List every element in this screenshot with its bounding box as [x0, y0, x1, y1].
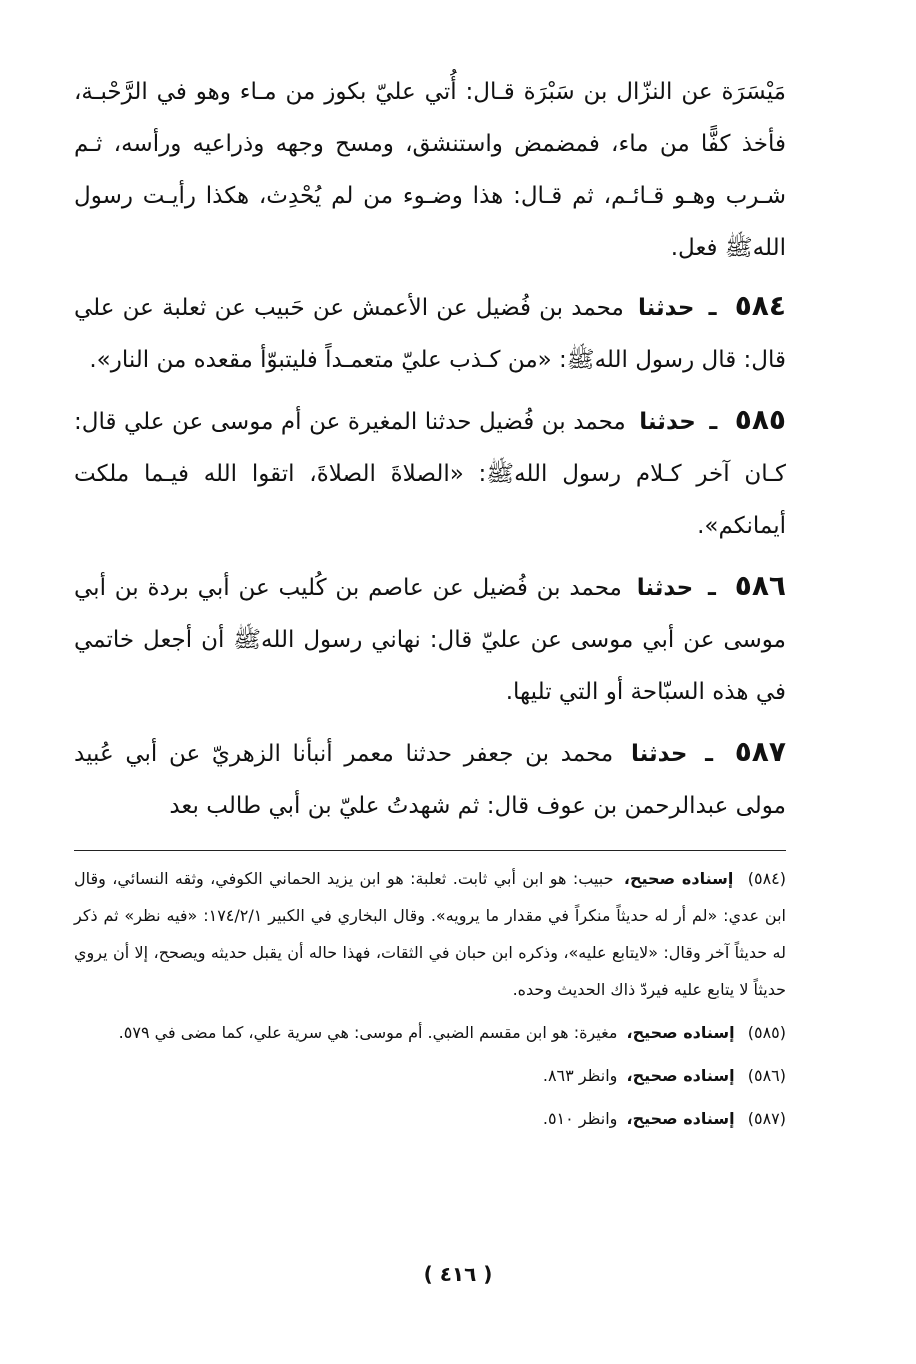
footnote-text: وانظر ٨٦٣.	[542, 1066, 618, 1085]
footnote-585	[74, 1014, 786, 1051]
hadith-585	[74, 394, 786, 552]
main-text	[74, 66, 786, 840]
footnote-text: حبيب: هو ابن أبي ثابت. ثعلبة: هو ابن يزيد الحماني الكوفي، وثقه النسائي، وقال ابن عدي: «لم أر له حديثاً منكراً في مقدار ما يرويه». وقال البخاري في الكبير ١٧٤/٢/١: «فيه نظر» ثم ذكر له حديثاً آخر وقال: «لايتابع عليه»، وذكره ابن حبان في الثقات، فهذا حاله أن يقبل حديثه ويصحح، إلا أن يروي حديثاً لا يتابع عليه فيردّ ذاك الحديث وحده.	[74, 869, 786, 999]
hadith-dash: ـ	[708, 575, 716, 601]
hadith-587	[74, 726, 786, 832]
hadith-text: محمد بن فُضيل عن الأعمش عن حَبيب عن ثعلبة عن علي قال: قال رسول اللهﷺ: «من كـذب عليّ متعمـداً فليتبوّأ مقعده من النار».	[74, 295, 786, 373]
footnote-584	[74, 860, 786, 1008]
footnotes	[74, 860, 786, 1143]
hadith-opening: حدثنا	[636, 575, 694, 601]
hadith-text: محمد بن جعفر حدثنا معمر أنبأنا الزهريّ عن أبي عُبيد مولى عبدالرحمن بن عوف قال: ثم شهدتُ عليّ بن أبي طالب بعد	[74, 741, 786, 819]
hadith-dash: ـ	[709, 409, 718, 435]
footnote-grading: إسناده صحيح،	[623, 869, 734, 888]
hadith-text: محمد بن فُضيل عن عاصم بن كُليب عن أبي بردة بن أبي موسى عن أبي موسى عن عليّ قال: نهاني رسول اللهﷺ أن أجعل خاتمي في هذه السبّاحة أو التي تليها.	[74, 575, 786, 705]
footnote-number: (٥٨٥)	[747, 1023, 786, 1042]
hadith-number: ٥٨٥	[734, 403, 787, 436]
hadith-number: ٥٨٧	[734, 735, 786, 768]
footnote-grading: إسناده صحيح،	[626, 1109, 735, 1128]
hadith-586	[74, 560, 786, 718]
hadith-584	[74, 280, 786, 386]
footnote-text: مغيرة: هو ابن مقسم الضبي. أم موسى: هي سرية علي، كما مضى في ٥٧٩.	[118, 1023, 618, 1042]
footnote-text: وانظر ٥١٠.	[542, 1109, 618, 1128]
footnote-587	[74, 1100, 786, 1137]
continuation-paragraph: مَيْسَرَة عن النزّال بن سَبْرَة قـال: أُتي عليّ بكوز من مـاء وهو في الرَّحْبـة، فأخذ كفًّا من ماء، فمضمض واستنشق، ومسح وجهه وذراعيه ورأسه، ثـم شـرب وهـو قـائـم، ثم قـال: هذا وضـوء من لم يُحْدِث، هكذا رأيـت رسول اللهﷺ فعل.	[74, 79, 786, 261]
footnote-number: (٥٨٧)	[747, 1109, 786, 1128]
hadith-opening: حدثنا	[630, 741, 688, 767]
hadith-dash: ـ	[708, 295, 717, 321]
hadith-number: ٥٨٦	[734, 569, 787, 602]
hadith-dash: ـ	[705, 741, 714, 767]
footnote-586	[74, 1057, 786, 1094]
hadith-opening: حدثنا	[639, 409, 696, 435]
hadith-text: محمد بن فُضيل حدثنا المغيرة عن أم موسى عن علي قال: كـان آخر كـلام رسول اللهﷺ: «الصلاةَ الصلاةَ، اتقوا الله فيـما ملكت أيمانكم».	[74, 409, 786, 539]
footnote-grading: إسناده صحيح،	[626, 1066, 735, 1085]
hadith-number: ٥٨٤	[734, 289, 786, 322]
footnote-grading: إسناده صحيح،	[626, 1023, 735, 1042]
footnote-number: (٥٨٤)	[747, 869, 786, 888]
footnote-divider	[74, 850, 786, 851]
hadith-opening: حدثنا	[637, 295, 695, 321]
footnote-number: (٥٨٦)	[747, 1066, 786, 1085]
page-number: ( ٤١٦ )	[423, 1262, 493, 1286]
